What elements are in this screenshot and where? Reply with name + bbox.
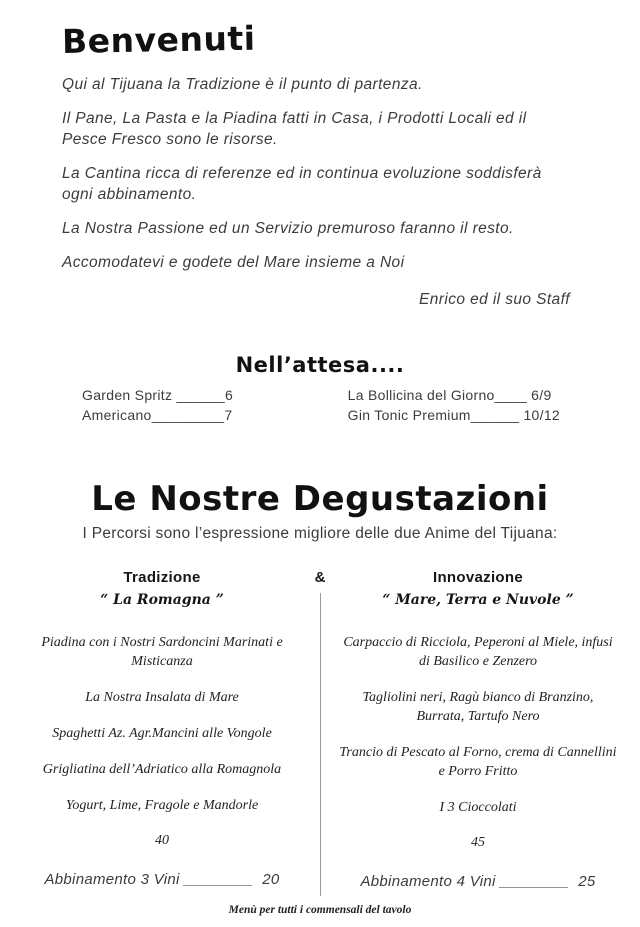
degustazioni-section-title: Le Nostre Degustazioni [91, 479, 549, 520]
intro-paragraph-1: Qui al Tijuana la Tradizione è il punto di partenza. [62, 76, 423, 93]
table-note-footer: Menù per tutti i commensali del tavolo [228, 903, 412, 916]
tradizione-course-3: Spaghetti Az. Agr.Mancini alle Vongole [52, 726, 272, 742]
drink-item-gin-tonic: Gin Tonic Premium______ 10/12 [347, 407, 560, 424]
innovazione-course-3: Trancio di Pescato al Forno, crema di Cannellini e Porro Fritto [339, 745, 617, 779]
innovazione-price: 45 [471, 834, 485, 850]
tradizione-course-4: Grigliatina dell’Adriatico alla Romagnola [42, 762, 282, 778]
aperitivo-right-column [348, 387, 560, 427]
tradizione-script-subtitle: “ La Romagna ” [100, 592, 224, 609]
intro-paragraph-3: La Cantina ricca di referenze ed in continua evoluzione soddisferà ogni abbinamento. [62, 164, 542, 203]
degustazioni-subtitle: I Percorsi sono l’espressione migliore delle due Anime del Tijuana: [82, 525, 558, 543]
tradizione-course-5: Yogurt, Lime, Fragole e Mandorle [65, 797, 259, 813]
innovazione-wine-pairing: Abbinamento 4 Vini ________ 25 [360, 872, 596, 890]
staff-signature: Enrico ed il suo Staff [419, 291, 570, 309]
column-divider-line [320, 593, 321, 895]
ampersand-separator: & [309, 569, 332, 586]
innovazione-column [338, 569, 618, 889]
innovazione-script-subtitle: “ Mare, Terra e Nuvole ” [382, 592, 574, 609]
aperitivo-section-title: Nell’attesa.... [235, 353, 405, 378]
tradizione-price: 40 [155, 832, 169, 848]
aperitivo-price-list [0, 387, 640, 427]
innovazione-course-4: I 3 Cioccolati [439, 799, 517, 815]
tradizione-course-2: La Nostra Insalata di Mare [85, 690, 239, 706]
intro-paragraph-2: Il Pane, La Pasta e la Piadina fatti in Casa, i Prodotti Locali ed il Pesce Fresco sono le risorse. [62, 109, 527, 148]
intro-paragraph-5: Accomodatevi e godete del Mare insieme a Noi [62, 253, 405, 271]
welcome-title: Benvenuti [61, 18, 256, 61]
aperitivo-left-column [82, 387, 233, 427]
tradizione-column [22, 569, 302, 889]
innovazione-course-2: Tagliolini neri, Ragù bianco di Branzino, Burrata, Tartufo Nero [362, 690, 594, 725]
tradizione-header: Tradizione [123, 569, 201, 587]
drink-item-garden-spritz: Garden Spritz ______6 [82, 387, 234, 404]
drink-item-bollicina: La Bollicina del Giorno____ 6/9 [347, 387, 552, 404]
innovazione-course-1: Carpaccio di Ricciola, Peperoni al Miele, infusi di Basilico e Zenzero [343, 635, 613, 670]
innovazione-header: Innovazione [433, 569, 523, 587]
intro-paragraph-4: La Nostra Passione ed un Servizio premuroso faranno il resto. [62, 219, 514, 237]
drink-item-americano: Americano_________7 [82, 407, 233, 424]
tasting-menus [0, 569, 640, 889]
menu-page [0, 18, 640, 927]
tradizione-course-1: Piadina con i Nostri Sardoncini Marinati e Misticanza [41, 635, 283, 670]
tradizione-wine-pairing: Abbinamento 3 Vini ________ 20 [44, 870, 280, 888]
